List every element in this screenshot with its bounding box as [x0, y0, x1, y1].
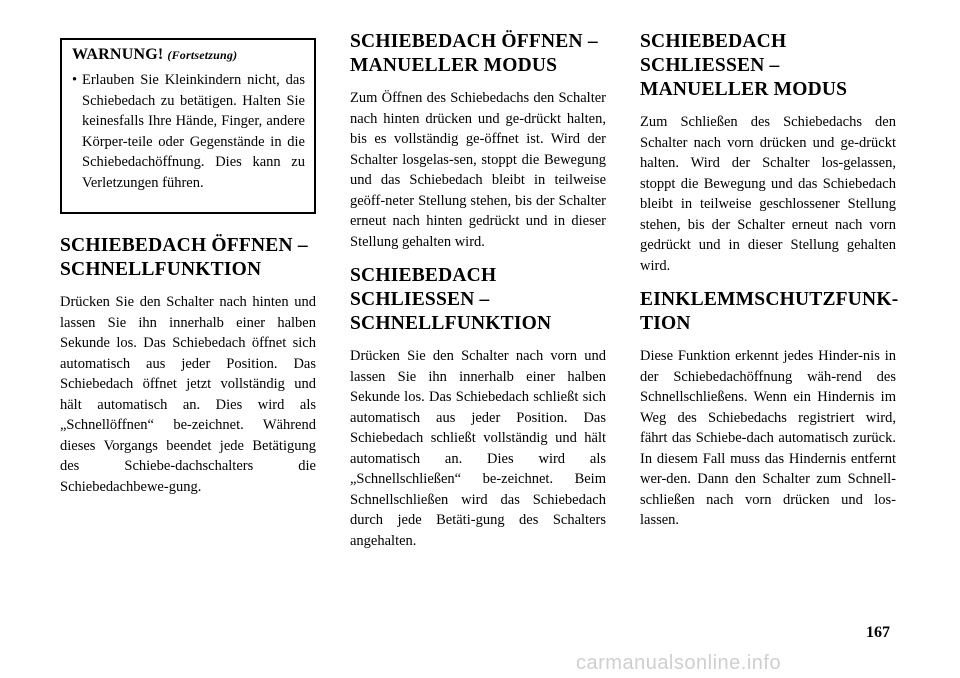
warning-text: Erlauben Sie Kleinkindern nicht, das Schiebedach zu betätigen. Halten Sie keinesfalls Ihre Hände, Finger, andere Körper-teile oder Gegenstände in die Schiebedachöffnung. Dies kann zu Verletzungen führen. [82, 72, 305, 191]
warning-item [72, 70, 305, 193]
column-middle [350, 30, 606, 551]
warning-title: WARNUNG! [72, 46, 164, 63]
body-open-express: Drücken Sie den Schalter nach hinten und lassen Sie ihn innerhalb einer halben Sekunde los. Das Schiebedach öffnet sich automatisch aus jeder Position. Das Schiebedach öffnet jetzt vollständig und hält automatisch an. Dies wird als „Schnellöffnen“ be-zeichnet. Während dieses Vorgangs beendet jede Betätigung des Schiebe-dachschalters die Schiebedachbewe-gung. [60, 294, 316, 495]
warning-header [72, 46, 305, 64]
body-close-express: Drücken Sie den Schalter nach vorn und lassen Sie ihn innerhalb einer halben Sekunde los. Das Schiebedach schließt sich automatisch aus jeder Position. Das Schiebedach schließt vollständig und hält automatisch an. Dies wird als „Schnellschließen“ be-zeichnet. Beim Schnellschließen wird das Schiebedach durch jede Betäti-gung des Schalters angehalten. [350, 348, 606, 549]
heading-open-manual: SCHIEBEDACH ÖFFNEN – MANUELLER MODUS [350, 31, 598, 76]
column-left [60, 30, 316, 497]
body-open-manual: Zum Öffnen des Schiebedachs den Schalter nach hinten drücken und ge-drückt halten, bis es vollständig ge-öffnet ist. Wird der Schalter losgelas-sen, stoppt die Bewegung und das Schiebedach bleibt in teilweise geöff-neter Stellung stehen, bis der Schalter erneut nach hinten gedrückt und in dieser Stellung gehalten wird. [350, 90, 606, 250]
warning-continued: (Fortsetzung) [167, 48, 238, 62]
heading-close-express: SCHIEBEDACH SCHLIESSEN – SCHNELLFUNKTION [350, 265, 552, 334]
heading-open-express: SCHIEBEDACH ÖFFNEN – SCHNELLFUNKTION [60, 235, 308, 280]
watermark: carmanualsonline.info [576, 652, 782, 674]
warning-box [60, 38, 316, 214]
heading-pinch-protection: EINKLEMMSCHUTZFUNK-TION [640, 289, 899, 334]
body-close-manual: Zum Schließen des Schiebedachs den Schalter nach vorn drücken und ge-drückt halten. Wird der Schalter los-gelassen, stoppt die Bewegung und das Schiebedach bleibt in teilweise geschlossener Stellung stehen, bis der Schalter erneut nach vorn gedrückt und in dieser Stellung gehalten wird. [640, 114, 896, 274]
column-right [640, 30, 899, 531]
heading-close-manual: SCHIEBEDACH SCHLIESSEN – MANUELLER MODUS [640, 31, 848, 100]
body-pinch-protection: Diese Funktion erkennt jedes Hinder-nis in der Schiebedachöffnung wäh-rend des Schnellschließens. Wenn ein Hindernis im Weg des Schiebedachs registriert wird, fährt das Schiebe-dach automatisch zurück. In diesem Fall muss das Hindernis entfernt wer-den. Dann den Schalter zum Schnell-schließen nach vorn drücken und los-lassen. [640, 348, 896, 528]
bullet-icon: • [72, 72, 78, 88]
page-number: 167 [866, 624, 890, 641]
